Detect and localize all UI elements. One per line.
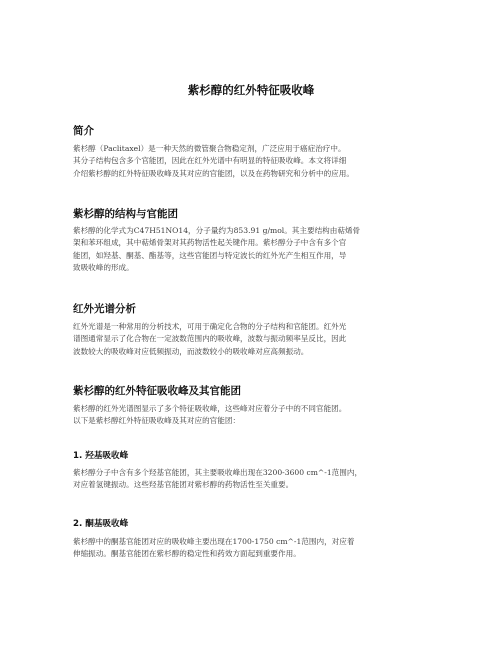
subsection-paragraph-hydroxyl xyxy=(73,467,433,492)
document-title: 紫杉醇的红外特征吸收峰 xyxy=(187,83,315,97)
paragraph-line: 紫杉醇分子中含有多个羟基官能团，其主要吸收峰出现在3200-3600 cm^-1范围内， xyxy=(73,468,363,477)
paragraph-line: 谱图通常显示了化合物在一定波数范围内的吸收峰，波数与振动频率呈反比，因此 xyxy=(73,334,347,344)
paragraph-line: 红外光谱是一种常用的分析技术，可用于确定化合物的分子结构和官能团。红外光 xyxy=(73,322,347,331)
section-heading-intro: 简介 xyxy=(73,125,94,137)
section-heading-structure: 紫杉醇的结构与官能团 xyxy=(73,208,178,220)
section-paragraph-intro xyxy=(73,143,433,180)
subsection-paragraph-ketone xyxy=(73,536,433,561)
paragraph-line: 紫杉醇中的酮基官能团对应的吸收峰主要出现在1700-1750 cm^-1范围内，对应着 xyxy=(73,537,355,546)
paragraph-line: 架和苯环组成，其中萜烯骨架对其药物活性起关键作用。紫杉醇分子中含有多个官 xyxy=(73,238,347,248)
section-paragraph-structure xyxy=(73,225,433,275)
section-paragraph-ir-analysis xyxy=(73,321,433,358)
section-heading-ir-analysis: 红外光谱分析 xyxy=(73,303,136,315)
subsection-heading-ketone: 2. 酮基吸收峰 xyxy=(73,519,129,529)
paragraph-line: 紫杉醇的红外光谱图显示了多个特征吸收峰，这些峰对应着分子中的不同官能团。 xyxy=(73,404,347,413)
section-heading-absorption-peaks: 紫杉醇的红外特征吸收峰及其官能团 xyxy=(73,385,241,397)
subsection-heading-hydroxyl: 1. 羟基吸收峰 xyxy=(73,451,129,461)
paragraph-line: 其分子结构包含多个官能团，因此在红外光谱中有明显的特征吸收峰。本文将详细 xyxy=(73,156,347,166)
paragraph-line: 波数较大的吸收峰对应低频振动，而波数较小的吸收峰对应高频振动。 xyxy=(73,346,309,356)
paragraph-line: 能团，如羟基、酮基、酯基等，这些官能团与特定波长的红外光产生相互作用，导 xyxy=(73,250,347,260)
paragraph-line: 对应着氢键振动。这些羟基官能团对紫杉醇的药物活性至关重要。 xyxy=(73,480,294,490)
paragraph-line: 伸缩振动。酮基官能团在紫杉醇的稳定性和药效方面起到重要作用。 xyxy=(73,549,301,559)
section-paragraph-absorption-peaks xyxy=(73,403,433,428)
paragraph-line: 致吸收峰的形成。 xyxy=(73,263,134,273)
paragraph-line: 紫杉醇（Paclitaxel）是一种天然的微管聚合物稳定剂，广泛应用于癌症治疗中。 xyxy=(73,144,346,153)
paragraph-line: 紫杉醇的化学式为C47H51NO14，分子量约为853.91 g/mol。其主要结构由萜烯骨 xyxy=(73,226,361,235)
paragraph-line: 以下是紫杉醇红外特征吸收峰及其对应的官能团： xyxy=(73,416,241,426)
paragraph-line: 介绍紫杉醇的红外特征吸收峰及其对应的官能团，以及在药物研究和分析中的应用。 xyxy=(73,168,354,178)
